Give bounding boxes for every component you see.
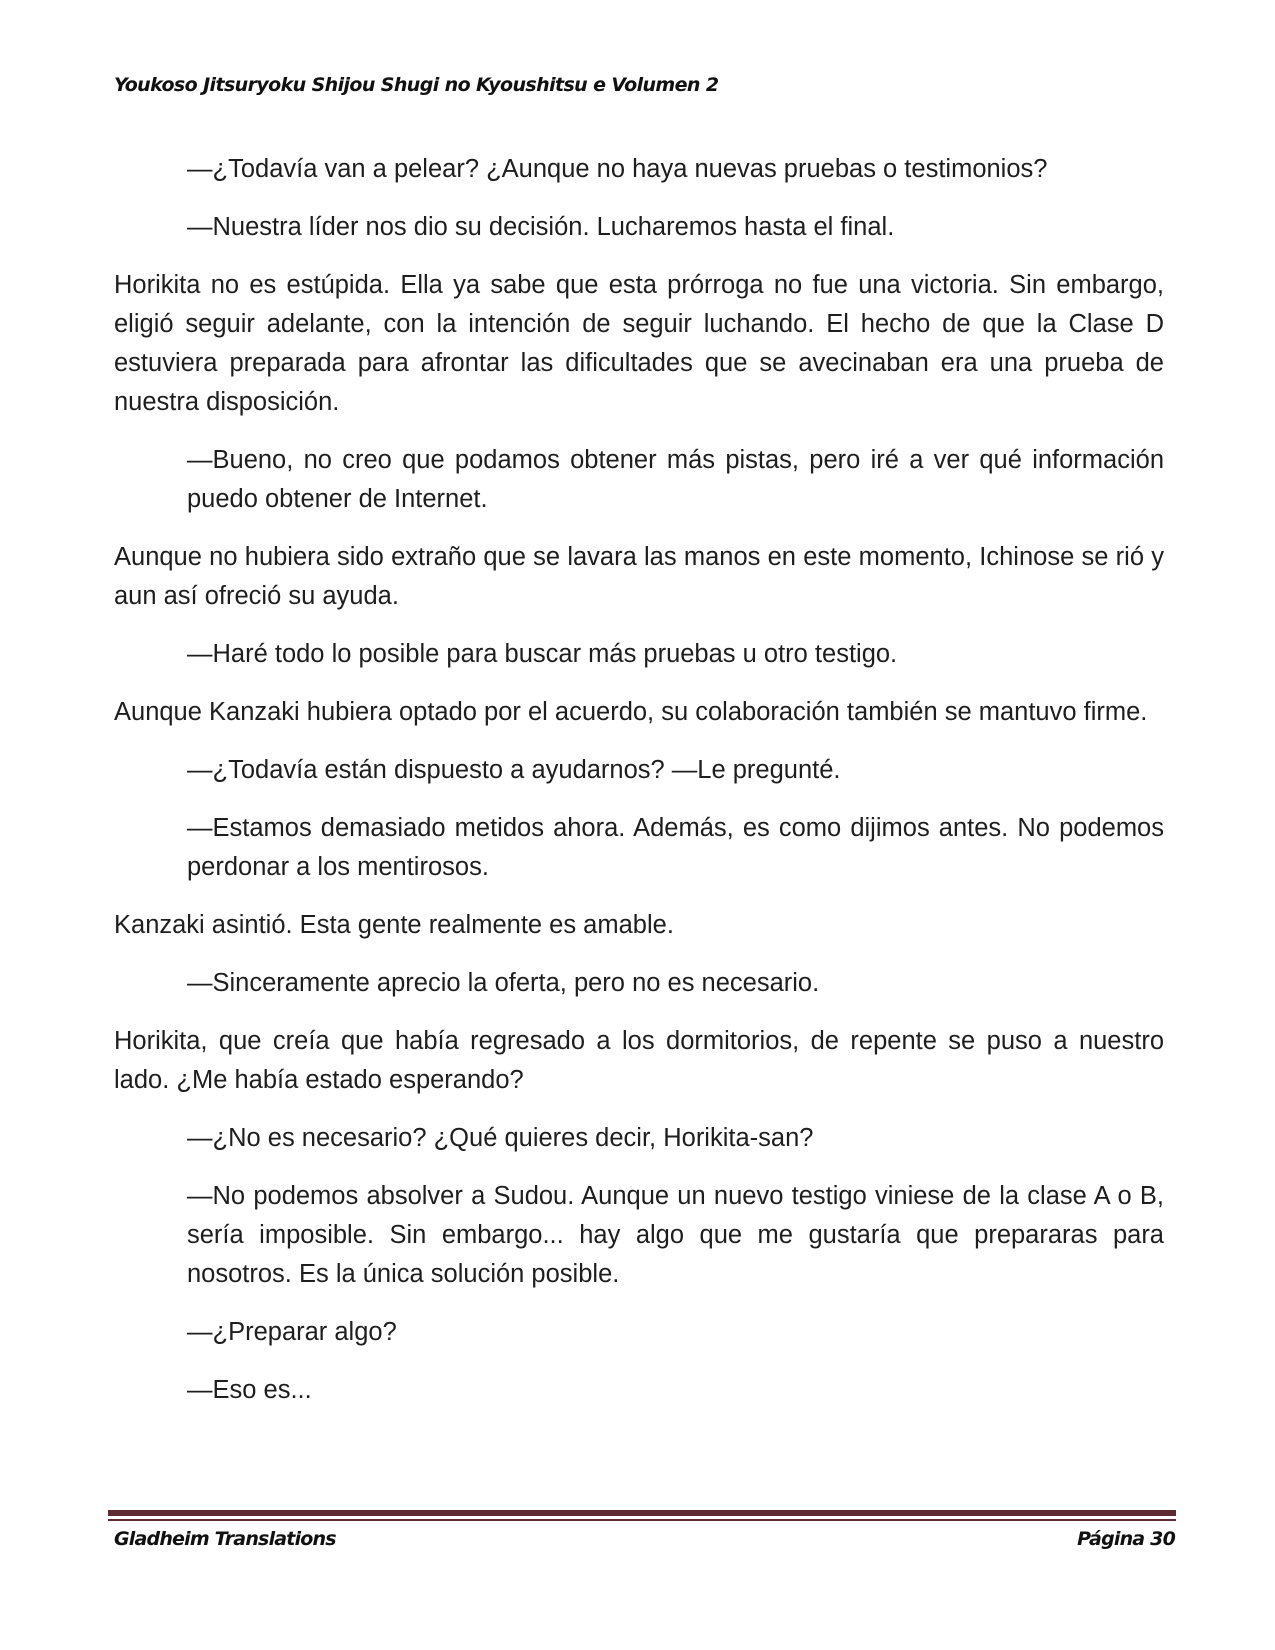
dialogue-paragraph: —Haré todo lo posible para buscar más pruebas u otro testigo. [187,640,898,668]
footer-rule-thin [108,1519,1176,1521]
footer-rule [108,1510,1176,1516]
dialogue-paragraph: —¿Todavía están dispuesto a ayudarnos? —Le pregunté. [187,756,841,784]
dialogue-paragraph: —Bueno, no creo que podamos obtener más pistas, pero iré a ver qué información puedo obtener de Internet. [187,446,1164,513]
narration-paragraph: Aunque Kanzaki hubiera optado por el acuerdo, su colaboración también se mantuvo firme. [114,698,1148,726]
dialogue-paragraph: —No podemos absolver a Sudou. Aunque un nuevo testigo viniese de la clase A o B, sería imposible. Sin embargo... hay algo que me gustaría que prepararas para nosotros. Es la única solución posible. [187,1182,1164,1288]
page-number: Página 30 [1077,1528,1175,1550]
dialogue-paragraph: —Sinceramente aprecio la oferta, pero no es necesario. [187,969,820,997]
footer-publisher: Gladheim Translations [114,1528,336,1550]
narration-paragraph: Kanzaki asintió. Esta gente realmente es amable. [114,911,674,939]
dialogue-paragraph: —Estamos demasiado metidos ahora. Además, es como dijimos antes. No podemos perdonar a los mentirosos. [187,814,1164,881]
dialogue-paragraph: —¿Todavía van a pelear? ¿Aunque no haya nuevas pruebas o testimonios? [187,155,1048,183]
dialogue-paragraph: —Nuestra líder nos dio su decisión. Lucharemos hasta el final. [187,213,895,241]
dialogue-paragraph: —¿No es necesario? ¿Qué quieres decir, Horikita-san? [187,1124,814,1152]
narration-paragraph: Horikita, que creía que había regresado a los dormitorios, de repente se puso a nuestro lado. ¿Me había estado esperando? [114,1027,1164,1094]
dialogue-paragraph: —¿Preparar algo? [187,1318,397,1346]
page-body [114,150,1164,1429]
running-header: Youkoso Jitsuryoku Shijou Shugi no Kyoushitsu e Volumen 2 [114,74,719,96]
narration-paragraph: Horikita no es estúpida. Ella ya sabe que esta prórroga no fue una victoria. Sin embargo, eligió seguir adelante, con la intención de seguir luchando. El hecho de que la Clase D estuviera preparada para afrontar las dificultades que se avecinaban era una prueba de nuestra disposición. [114,271,1164,416]
dialogue-paragraph: —Eso es... [187,1376,312,1404]
narration-paragraph: Aunque no hubiera sido extraño que se lavara las manos en este momento, Ichinose se rió y aun así ofreció su ayuda. [114,543,1164,610]
